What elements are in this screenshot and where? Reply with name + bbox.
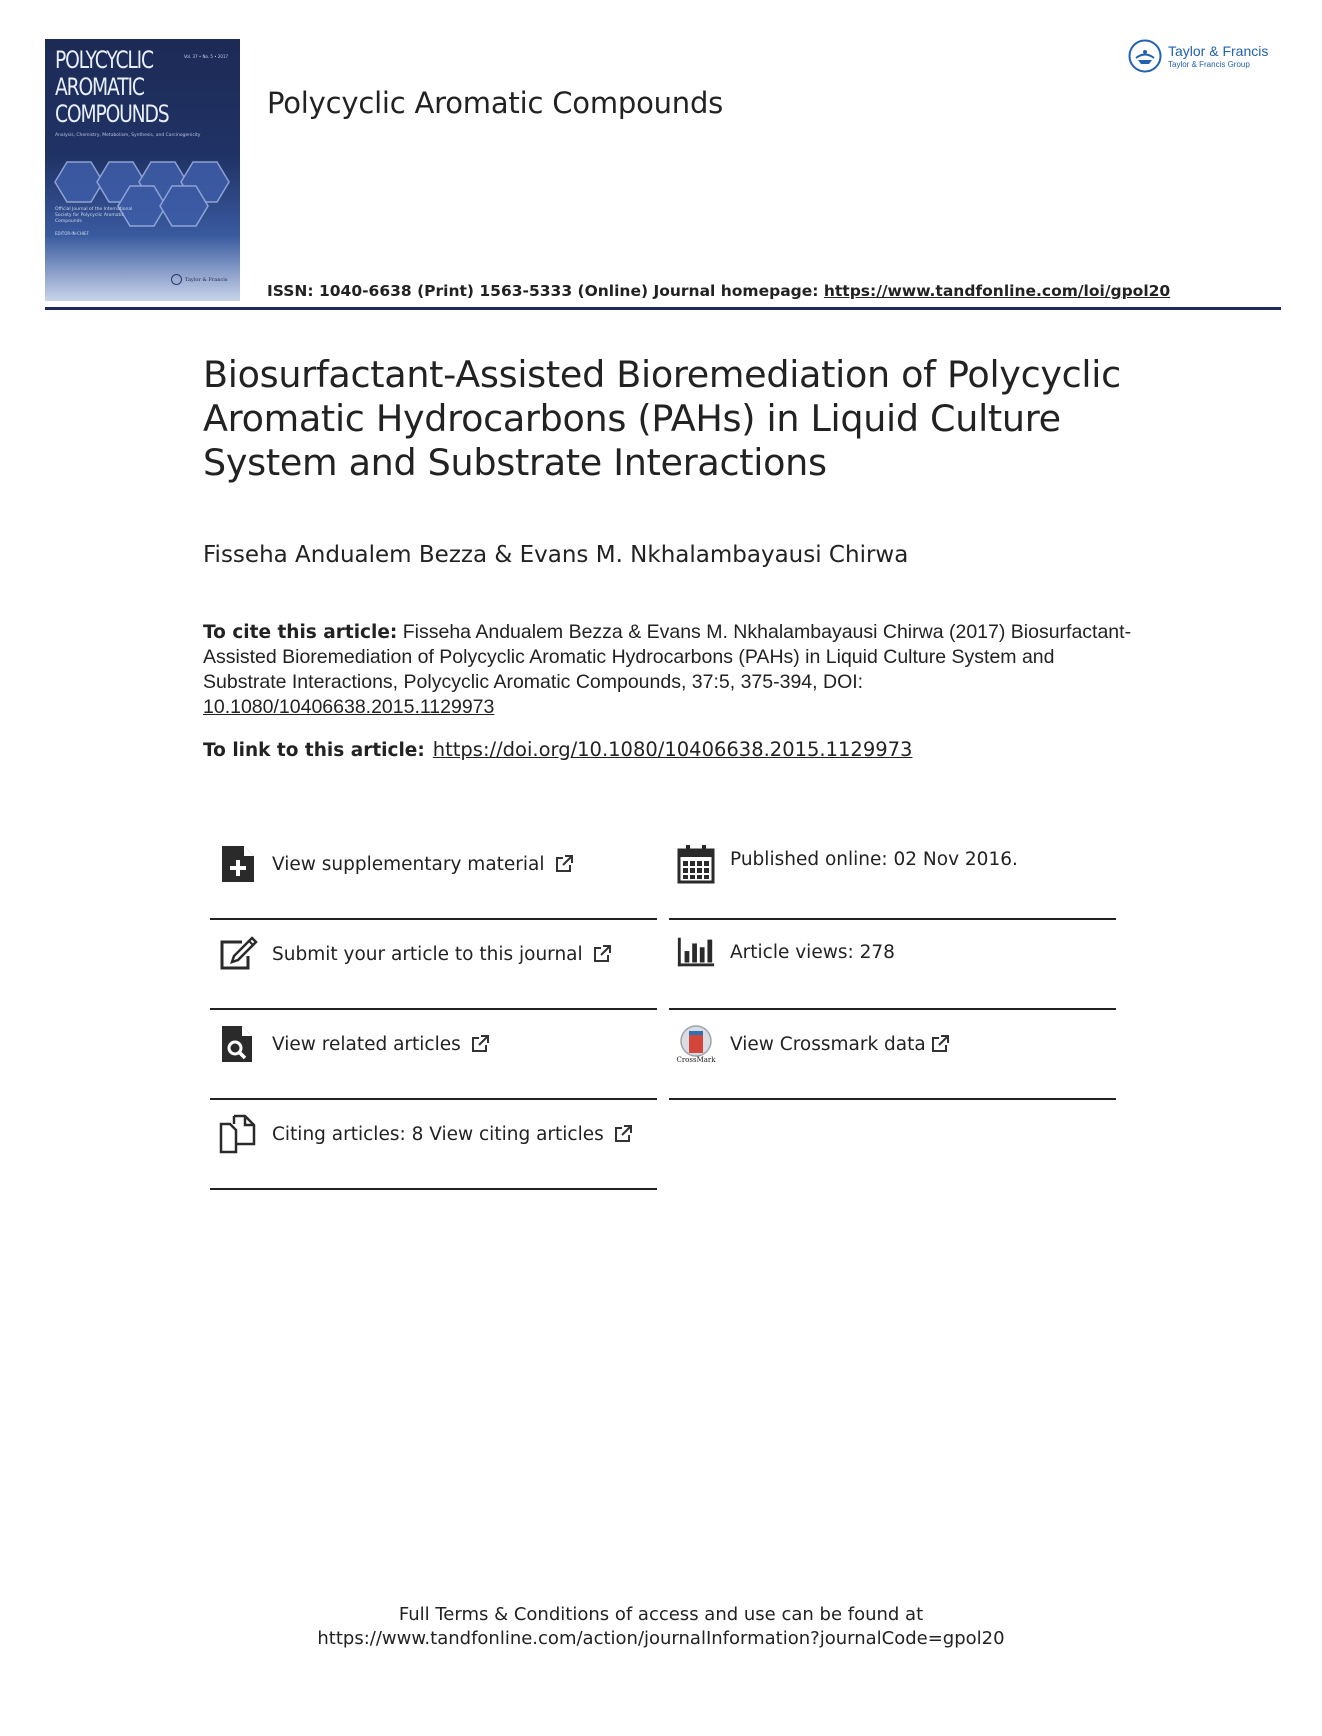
external-link-icon xyxy=(592,944,612,964)
divider xyxy=(669,1098,1116,1100)
crossmark-label: View Crossmark data xyxy=(730,1033,926,1055)
view-crossmark-link[interactable] xyxy=(676,1024,950,1064)
cover-publisher-logo: Taylor & Francis xyxy=(171,274,227,285)
submit-article-link[interactable] xyxy=(218,934,612,974)
view-citing-articles-link[interactable] xyxy=(218,1114,633,1154)
cite-text: Fisseha Andualem Bezza & Evans M. Nkhalambayausi Chirwa (2017) Biosurfactant-Assisted Bioremediation of Polycyclic Aromatic Hydrocarbons (PAHs) in Liquid Culture System and Substrate Interactions, Polycyclic Aromatic Compounds, 37:5, 375-394, DOI: xyxy=(203,621,1132,693)
article-authors: Fisseha Andualem Bezza & Evans M. Nkhalambayausi Chirwa xyxy=(203,542,909,568)
issn-line xyxy=(267,282,1170,300)
article-title: Biosurfactant-Assisted Bioremediation of Polycyclic Aromatic Hydrocarbons (PAHs) in Liquid Culture System and Substrate Interactions xyxy=(203,353,1121,484)
cover-subtitle: Analysis, Chemistry, Metabolism, Synthesis, and Carcinogenicity xyxy=(55,133,201,138)
crossmark-icon xyxy=(676,1024,716,1064)
footer xyxy=(0,1603,1322,1651)
calendar-icon xyxy=(676,844,716,884)
published-label: Published online: 02 Nov 2016. xyxy=(730,848,1018,870)
publisher-logo[interactable] xyxy=(1128,39,1268,73)
external-link-icon xyxy=(930,1034,950,1054)
citing-label: Citing articles: 8 View citing articles xyxy=(272,1123,604,1145)
divider xyxy=(210,1098,657,1100)
issn-text: ISSN: 1040-6638 (Print) 1563-5333 (Online) Journal homepage: xyxy=(267,282,824,300)
article-doi-link[interactable]: https://doi.org/10.1080/10406638.2015.1129973 xyxy=(432,738,913,761)
supplementary-label: View supplementary material xyxy=(272,853,545,875)
cite-label: To cite this article: xyxy=(203,622,398,643)
external-link-icon xyxy=(613,1124,633,1144)
journal-name: Polycyclic Aromatic Compounds xyxy=(267,86,724,120)
edit-icon xyxy=(218,934,258,974)
cover-issue: Vol. 37 • No. 5 • 2017 xyxy=(184,54,229,59)
citation-block xyxy=(203,620,1133,720)
footer-terms-url[interactable]: https://www.tandfonline.com/action/journalInformation?journalCode=gpol20 xyxy=(317,1628,1005,1649)
header-rule xyxy=(45,307,1281,310)
published-date xyxy=(676,844,1018,884)
related-label: View related articles xyxy=(272,1033,461,1055)
copy-documents-icon xyxy=(218,1114,258,1154)
bar-chart-icon xyxy=(676,932,716,972)
article-link-line xyxy=(203,738,912,761)
taylor-francis-icon xyxy=(1128,39,1162,73)
publisher-group: Taylor & Francis Group xyxy=(1168,60,1250,69)
cite-doi-link[interactable]: 10.1080/10406638.2015.1129973 xyxy=(203,696,495,718)
cover-editor: EDITOR-IN-CHIEF xyxy=(55,231,89,236)
document-search-icon xyxy=(218,1024,258,1064)
view-supplementary-link[interactable] xyxy=(218,844,574,884)
crossmark-logo-text: CrossMark xyxy=(676,1055,716,1064)
footer-terms-text: Full Terms & Conditions of access and use can be found at xyxy=(398,1604,924,1625)
divider xyxy=(210,918,657,920)
file-plus-icon xyxy=(218,844,258,884)
publisher-name: Taylor & Francis xyxy=(1168,43,1269,59)
journal-homepage-link[interactable]: https://www.tandfonline.com/loi/gpol20 xyxy=(823,282,1171,300)
journal-cover-image xyxy=(45,39,240,301)
cover-logo-icon xyxy=(171,274,182,285)
submit-label: Submit your article to this journal xyxy=(272,943,583,965)
divider xyxy=(669,918,1116,920)
cover-note: Official Journal of the International Society for Polycyclic Aromatic Compounds xyxy=(55,207,133,224)
divider xyxy=(210,1188,657,1190)
external-link-icon xyxy=(554,854,574,874)
views-label: Article views: 278 xyxy=(730,941,895,963)
divider xyxy=(669,1008,1116,1010)
link-label: To link to this article: xyxy=(203,740,425,761)
cover-title: POLYCYCLIC AROMATIC COMPOUNDS xyxy=(55,46,169,128)
article-views xyxy=(676,932,895,972)
divider xyxy=(210,1008,657,1010)
external-link-icon xyxy=(470,1034,490,1054)
view-related-articles-link[interactable] xyxy=(218,1024,490,1064)
